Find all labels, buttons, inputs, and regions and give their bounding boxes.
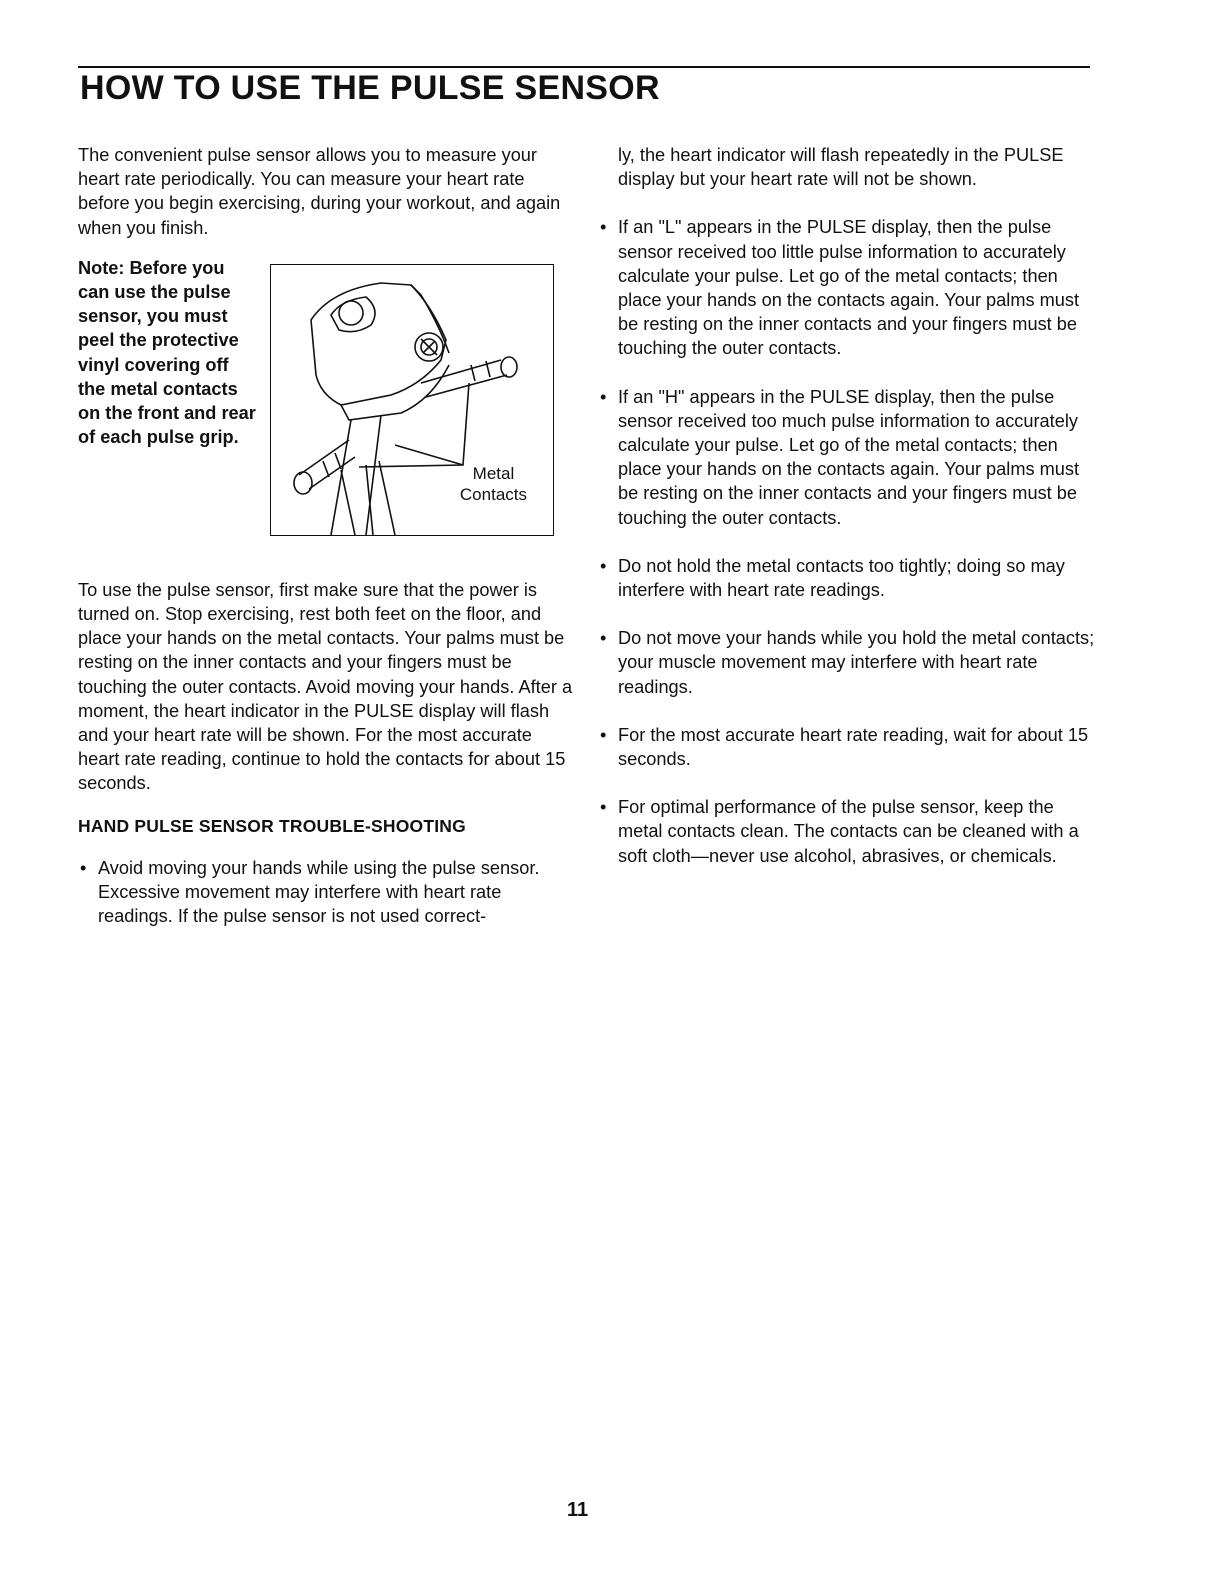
label-contacts: Contacts [459,484,527,504]
bullet-item: • For optimal performance of the pulse sensor, keep the metal contacts clean. The contacts can be cleaned with a soft cloth—never use alcohol, abrasives, or chemicals. [598,795,1098,868]
note-section [78,256,578,578]
intro-paragraph: The convenient pulse sensor allows you to measure your heart rate periodically. You can measure your heart rate before you begin exercising, during your workout, and again when you finish. [78,145,561,238]
bullet-continuation: ly, the heart indicator will flash repeatedly in the PULSE display but your heart rate will not be shown. [618,145,1064,190]
bullet-item: • Do not move your hands while you hold the metal contacts; your muscle movement may interfere with heart rate readings. [598,626,1098,699]
bullet-item: • If an "H" appears in the PULSE display, then the pulse sensor received too much pulse information to accurately calculate your pulse. Let go of the metal contacts; then place your hands on the contacts again. Your palms must be resting on the inner contacts and your fingers must be touching the outer contacts. [598,385,1098,530]
bullet-item: • For the most accurate heart rate reading, wait for about 15 seconds. [598,723,1098,771]
metal-contacts-label [460,463,527,505]
bullet-item: • Do not hold the metal contacts too tightly; doing so may interfere with heart rate readings. [598,554,1098,602]
page-number: 11 [567,1499,589,1521]
usage-paragraph: To use the pulse sensor, first make sure that the power is turned on. Stop exercising, rest both feet on the floor, and place your hands on the metal contacts. Your palms must be resting on the inner contacts and your fingers must be touching the outer contacts. Avoid moving your hands. After a moment, the heart indicator in the PULSE display will flash and your heart rate will be shown. For the most accurate heart rate reading, continue to hold the contacts for about 15 seconds. [78,579,573,794]
pulse-grip-illustration [270,264,554,536]
bullet-item: • Avoid moving your hands while using the pulse sensor. Excessive movement may interfere with heart rate readings. If the pulse sensor is not used correct- [78,856,578,929]
troubleshooting-list-left [78,856,578,929]
right-column [598,143,1098,868]
bullet-item: • If an "L" appears in the PULSE display, then the pulse sensor received too little pulse information to accurately calculate your pulse. Let go of the metal contacts; then place your hands on the contacts again. Your palms must be resting on the inner contacts and your fingers must be touching the outer contacts. [598,215,1098,360]
note-text: Note: Before you can use the pulse sensor, you must peel the protective vinyl covering off the metal contacts on the front and rear of each pulse grip. [78,257,256,448]
page-title: HOW TO USE THE PULSE SENSOR [80,69,660,107]
label-metal: Metal [472,463,515,483]
troubleshooting-heading: HAND PULSE SENSOR TROUBLE-SHOOTING [78,815,466,836]
left-column [78,143,578,928]
troubleshooting-list-right [598,215,1098,867]
